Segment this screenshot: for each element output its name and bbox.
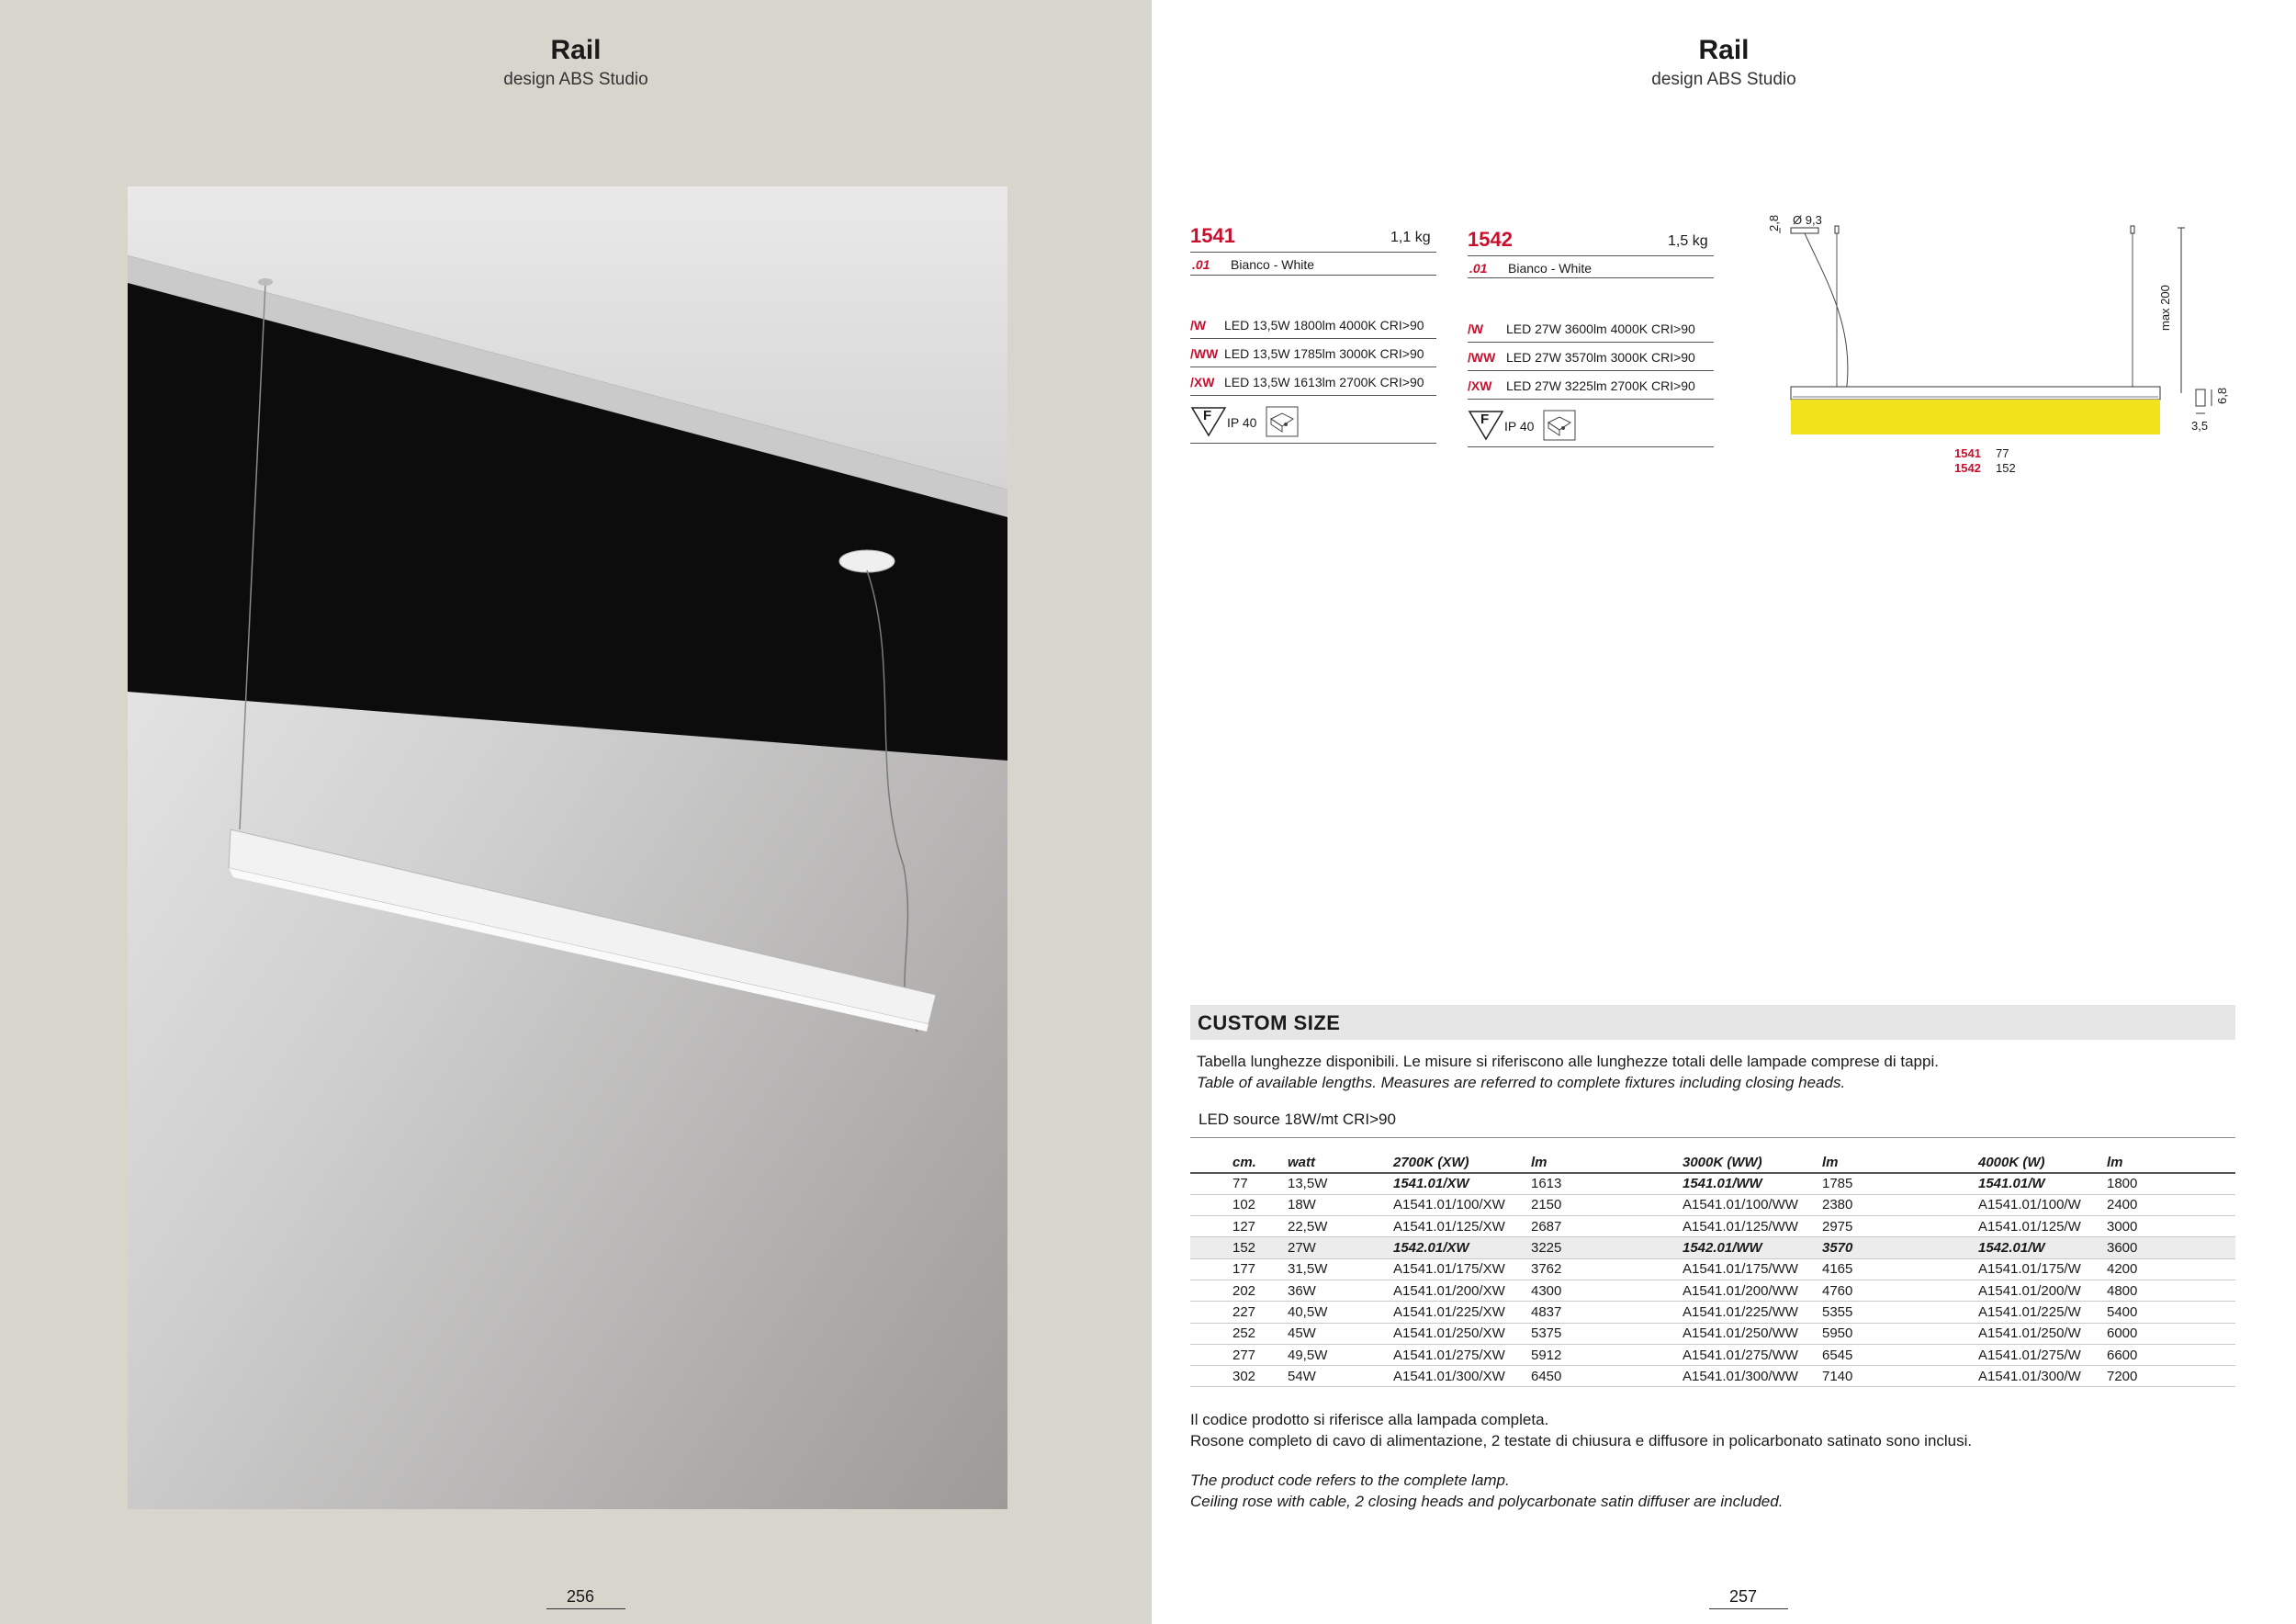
cell-code-4000k: A1541.01/275/W [1971, 1344, 2099, 1365]
page-number: 257 [1709, 1587, 1788, 1609]
product-photo [128, 186, 1007, 1509]
column-header: cm. [1190, 1153, 1280, 1173]
cell-lumen-3000k: 2380 [1815, 1194, 1971, 1215]
sizes-table [1190, 1153, 2235, 1387]
cell-length: 277 [1190, 1344, 1280, 1365]
table-header-row [1190, 1153, 2235, 1173]
cell-length: 102 [1190, 1194, 1280, 1215]
cell-code-4000k: A1541.01/125/W [1971, 1216, 2099, 1237]
cell-code-2700k: 1542.01/XW [1386, 1237, 1524, 1258]
dim-profile-height: 6,8 [2215, 387, 2229, 404]
cell-length: 127 [1190, 1216, 1280, 1237]
cell-code-4000k: A1541.01/200/W [1971, 1280, 2099, 1301]
cell-code-2700k: 1541.01/XW [1386, 1173, 1524, 1194]
variant-spec: LED 13,5W 1613lm 2700K CRI>90 [1224, 375, 1424, 389]
variant-suffix: /WW [1190, 346, 1219, 361]
cell-lumen-2700k: 5912 [1524, 1344, 1675, 1365]
finish-code: .01 [1469, 261, 1488, 276]
variant-spec: LED 27W 3570lm 3000K CRI>90 [1506, 350, 1695, 365]
product-weight: 1,1 kg [1390, 230, 1431, 245]
cell-code-2700k: A1541.01/300/XW [1386, 1366, 1524, 1387]
custom-size-desc-it: Tabella lunghezze disponibili. Le misure si riferiscono alle lunghezze totali delle lampade comprese di tappi. [1197, 1053, 1939, 1070]
column-header: 4000K (W) [1971, 1153, 2099, 1173]
cell-watt: 27W [1280, 1237, 1386, 1258]
cell-code-2700k: A1541.01/200/XW [1386, 1280, 1524, 1301]
column-header: 3000K (WW) [1675, 1153, 1815, 1173]
cell-watt: 18W [1280, 1194, 1386, 1215]
page-subtitle: design ABS Studio [503, 70, 648, 89]
cell-code-3000k: A1541.01/100/WW [1675, 1194, 1815, 1215]
cell-length: 202 [1190, 1280, 1280, 1301]
led-source: LED source 18W/mt CRI>90 [1199, 1111, 1396, 1128]
cell-code-2700k: A1541.01/100/XW [1386, 1194, 1524, 1215]
finish-label: Bianco - White [1231, 257, 1315, 272]
cell-lumen-2700k: 6450 [1524, 1366, 1675, 1387]
cell-length: 252 [1190, 1323, 1280, 1344]
table-row [1190, 1237, 2235, 1258]
table-row [1190, 1366, 2235, 1387]
ip-rating: IP 40 [1227, 415, 1257, 430]
cell-lumen-2700k: 3762 [1524, 1258, 1675, 1280]
cell-length: 177 [1190, 1258, 1280, 1280]
cell-lumen-4000k: 6600 [2099, 1344, 2235, 1365]
page-subtitle: design ABS Studio [1651, 70, 1796, 89]
table-row [1190, 1216, 2235, 1237]
variant-suffix: /WW [1468, 350, 1496, 365]
variant-spec: LED 13,5W 1800lm 4000K CRI>90 [1224, 318, 1424, 333]
cell-watt: 45W [1280, 1323, 1386, 1344]
cell-watt: 40,5W [1280, 1302, 1386, 1323]
table-row [1190, 1323, 2235, 1344]
cell-code-3000k: A1541.01/275/WW [1675, 1344, 1815, 1365]
cell-length: 302 [1190, 1366, 1280, 1387]
note-en-2: Ceiling rose with cable, 2 closing heads and polycarbonate satin diffuser are included. [1190, 1493, 1784, 1510]
table-row [1190, 1173, 2235, 1194]
cell-code-2700k: A1541.01/175/XW [1386, 1258, 1524, 1280]
variant-suffix: /W [1190, 318, 1207, 333]
cell-lumen-2700k: 4837 [1524, 1302, 1675, 1323]
cell-lumen-2700k: 4300 [1524, 1280, 1675, 1301]
cell-lumen-3000k: 5950 [1815, 1323, 1971, 1344]
cell-code-4000k: A1541.01/175/W [1971, 1258, 2099, 1280]
cell-watt: 54W [1280, 1366, 1386, 1387]
cell-lumen-3000k: 1785 [1815, 1173, 1971, 1194]
cell-lumen-4000k: 4800 [2099, 1280, 2235, 1301]
table-row [1190, 1194, 2235, 1215]
table-row [1190, 1302, 2235, 1323]
cell-watt: 13,5W [1280, 1173, 1386, 1194]
rating-symbol: F [1480, 412, 1490, 427]
column-header: lm [1524, 1153, 1675, 1173]
cell-code-4000k: 1541.01/W [1971, 1173, 2099, 1194]
table-row [1190, 1344, 2235, 1365]
cell-code-3000k: 1541.01/WW [1675, 1173, 1815, 1194]
note-it-1: Il codice prodotto si riferisce alla lampada completa. [1190, 1411, 1549, 1428]
cell-lumen-3000k: 2975 [1815, 1216, 1971, 1237]
cell-lumen-4000k: 4200 [2099, 1258, 2235, 1280]
cell-watt: 36W [1280, 1280, 1386, 1301]
product-code: 1541 [1190, 224, 1235, 247]
cell-watt: 49,5W [1280, 1344, 1386, 1365]
cell-code-2700k: A1541.01/225/XW [1386, 1302, 1524, 1323]
cell-code-3000k: A1541.01/250/WW [1675, 1323, 1815, 1344]
cell-code-3000k: A1541.01/125/WW [1675, 1216, 1815, 1237]
cell-lumen-3000k: 7140 [1815, 1366, 1971, 1387]
column-header: lm [2099, 1153, 2235, 1173]
cell-lumen-3000k: 5355 [1815, 1302, 1971, 1323]
cell-lumen-2700k: 2150 [1524, 1194, 1675, 1215]
page-title: Rail [1698, 35, 1750, 65]
product-photo-illustration [128, 186, 1007, 1509]
cell-code-4000k: A1541.01/225/W [1971, 1302, 2099, 1323]
cell-watt: 22,5W [1280, 1216, 1386, 1237]
variant-suffix: /W [1468, 321, 1484, 336]
rating-symbol: F [1203, 408, 1212, 423]
drawing-lines [1773, 209, 2250, 448]
length-value: 77 [1996, 446, 2009, 460]
cell-lumen-4000k: 3600 [2099, 1237, 2235, 1258]
finish-label: Bianco - White [1508, 261, 1593, 276]
dim-max-cable: max 200 [2158, 285, 2172, 331]
cell-lumen-2700k: 5375 [1524, 1323, 1675, 1344]
cell-lumen-4000k: 2400 [2099, 1194, 2235, 1215]
cell-lumen-3000k: 4165 [1815, 1258, 1971, 1280]
cell-code-4000k: A1541.01/300/W [1971, 1366, 2099, 1387]
installation-icon [1266, 406, 1299, 437]
page-title: Rail [550, 35, 602, 65]
cell-watt: 31,5W [1280, 1258, 1386, 1280]
cell-code-4000k: 1542.01/W [1971, 1237, 2099, 1258]
cell-lumen-2700k: 2687 [1524, 1216, 1675, 1237]
finish-code: .01 [1192, 257, 1210, 272]
section-title: CUSTOM SIZE [1198, 1011, 1341, 1034]
cell-lumen-2700k: 1613 [1524, 1173, 1675, 1194]
length-value: 152 [1996, 461, 2016, 475]
variant-spec: LED 27W 3225lm 2700K CRI>90 [1506, 378, 1695, 393]
cell-code-2700k: A1541.01/250/XW [1386, 1323, 1524, 1344]
dim-canopy-height: 2,8 [1767, 214, 1781, 231]
cell-code-3000k: A1541.01/200/WW [1675, 1280, 1815, 1301]
cell-code-3000k: 1542.01/WW [1675, 1237, 1815, 1258]
installation-icon [1543, 410, 1576, 441]
cell-code-4000k: A1541.01/250/W [1971, 1323, 2099, 1344]
length-code: 1542 [1954, 461, 1981, 475]
ip-rating: IP 40 [1504, 419, 1535, 434]
cell-code-3000k: A1541.01/300/WW [1675, 1366, 1815, 1387]
column-header: watt [1280, 1153, 1386, 1173]
cell-code-3000k: A1541.01/175/WW [1675, 1258, 1815, 1280]
cell-length: 77 [1190, 1173, 1280, 1194]
cell-lumen-4000k: 7200 [2099, 1366, 2235, 1387]
dim-canopy-diameter: Ø 9,3 [1793, 213, 1822, 227]
table-row [1190, 1280, 2235, 1301]
custom-size-heading [1190, 1005, 2235, 1040]
page-number: 256 [546, 1587, 625, 1609]
variant-suffix: /XW [1190, 375, 1215, 389]
cell-code-2700k: A1541.01/125/XW [1386, 1216, 1524, 1237]
variant-spec: LED 27W 3600lm 4000K CRI>90 [1506, 321, 1695, 336]
cell-lumen-4000k: 1800 [2099, 1173, 2235, 1194]
column-header: lm [1815, 1153, 1971, 1173]
variant-spec: LED 13,5W 1785lm 3000K CRI>90 [1224, 346, 1424, 361]
cell-lumen-4000k: 3000 [2099, 1216, 2235, 1237]
cell-code-4000k: A1541.01/100/W [1971, 1194, 2099, 1215]
length-code: 1541 [1954, 446, 1981, 460]
cell-length: 227 [1190, 1302, 1280, 1323]
custom-size-desc-en: Table of available lengths. Measures are referred to complete fixtures including closing heads. [1197, 1074, 1846, 1091]
note-en-1: The product code refers to the complete lamp. [1190, 1472, 1510, 1489]
dim-profile-width: 3,5 [2191, 419, 2209, 433]
cell-lumen-4000k: 5400 [2099, 1302, 2235, 1323]
cell-code-3000k: A1541.01/225/WW [1675, 1302, 1815, 1323]
cell-code-2700k: A1541.01/275/XW [1386, 1344, 1524, 1365]
note-it-2: Rosone completo di cavo di alimentazione, 2 testate di chiusura e diffusore in policarbonato satinato sono inclusi. [1190, 1432, 1973, 1449]
cell-lumen-3000k: 6545 [1815, 1344, 1971, 1365]
cell-lumen-4000k: 6000 [2099, 1323, 2235, 1344]
table-row [1190, 1258, 2235, 1280]
cell-lumen-2700k: 3225 [1524, 1237, 1675, 1258]
column-header: 2700K (XW) [1386, 1153, 1524, 1173]
variant-suffix: /XW [1468, 378, 1492, 393]
cell-lumen-3000k: 3570 [1815, 1237, 1971, 1258]
product-code: 1542 [1468, 228, 1513, 251]
cell-lumen-3000k: 4760 [1815, 1280, 1971, 1301]
product-weight: 1,5 kg [1668, 233, 1708, 249]
cell-length: 152 [1190, 1237, 1280, 1258]
